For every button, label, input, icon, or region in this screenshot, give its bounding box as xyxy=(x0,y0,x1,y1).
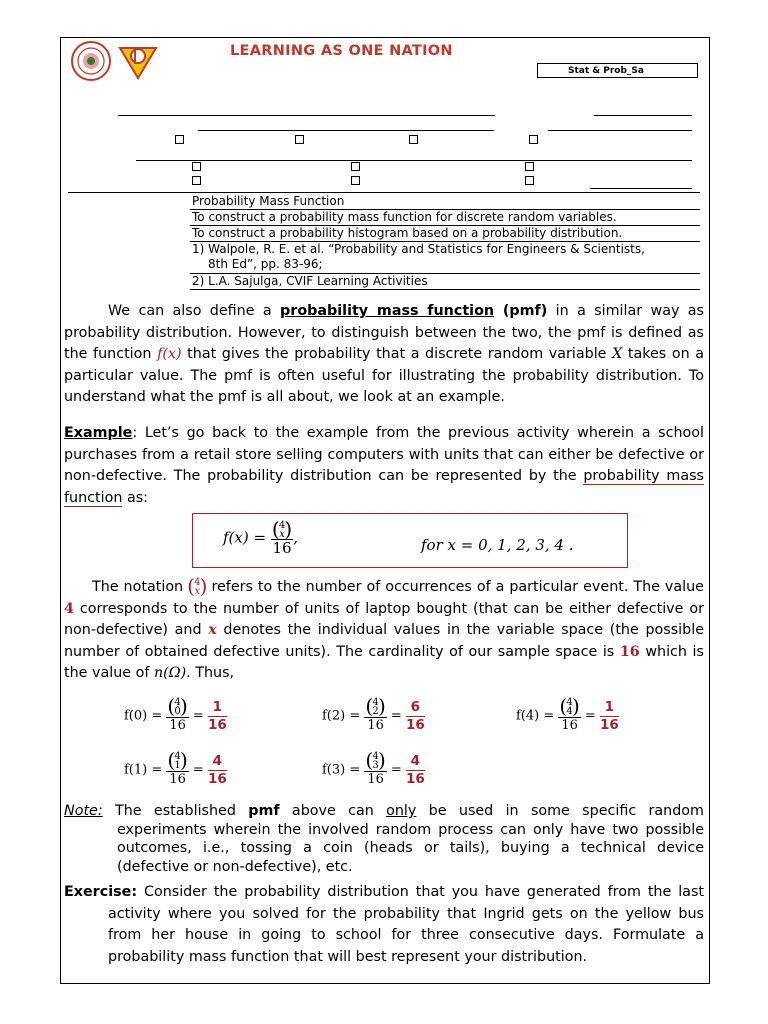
form-blank-line xyxy=(198,130,494,131)
evaluation-0: f(0) = ( 4 0 ) 16 = $\frac{1}{16}$ xyxy=(124,698,227,734)
reference-1: 1) Walpole, R. E. et al. “Probability and Statistics for Engineers & Scientists, xyxy=(192,242,645,256)
page-title: LEARNING AS ONE NATION xyxy=(230,43,453,59)
notation-paragraph: The notation ( 4 x ) refers to the number of occurrences of a particular event. The value 4 corresponds to the number of units of laptop bought (that can be either defective or non-defective) and x denotes the individual values in the variable space (the possible number of obtained defective units). The cardinality of our sample space is 16 which is the value of n(Ω). Thus, xyxy=(64,577,704,685)
checkbox[interactable] xyxy=(175,135,184,144)
example-label: Example xyxy=(64,425,133,441)
deped-logo xyxy=(120,48,156,78)
checkbox[interactable] xyxy=(529,135,538,144)
header-divider xyxy=(68,192,700,193)
pmf-formula: f(x) = ( 4 x ) 16 , xyxy=(223,521,298,556)
exercise-label: Exercise: xyxy=(64,884,138,900)
objective-1: To construct a probability mass function for discrete random variables. xyxy=(192,210,617,224)
evaluation-1: f(1) = ( 4 1 ) 16 = $\frac{4}{16}$ xyxy=(124,752,227,788)
checkbox[interactable] xyxy=(409,135,418,144)
info-row-divider xyxy=(190,289,700,290)
example-paragraph: Example: Let’s go back to the example from the previous activity wherein a school purchases from a retail store selling computers with units that can either be defective or non-defective. The probability distribution can be represented by the probability mass function as: xyxy=(64,425,704,506)
pmf-term: probability mass function xyxy=(280,303,495,319)
note-block: Note: The established pmf above can only be used in some specific random experiments wherein the involved random process can only have two possible outcomes, i.e., tossing a coin (heads or tails), buying a technical device (defective or non-defective), etc. xyxy=(64,803,704,875)
school-seal-logo xyxy=(72,42,110,80)
checkbox[interactable] xyxy=(525,176,534,185)
evaluation-2: f(2) = ( 4 2 ) 16 = $\frac{6}{16}$ xyxy=(322,698,425,734)
checkbox[interactable] xyxy=(525,162,534,171)
lesson-title: Probability Mass Function xyxy=(192,194,345,208)
reference-2: 2) L.A. Sajulga, CVIF Learning Activities xyxy=(192,274,428,288)
checkbox[interactable] xyxy=(192,176,201,185)
evaluation-4: f(4) = ( 4 4 ) 16 = $\frac{1}{16}$ xyxy=(516,698,619,734)
form-blank-line xyxy=(590,188,692,189)
form-blank-line xyxy=(118,115,495,116)
pmf-formula-box xyxy=(192,513,628,568)
evaluation-3: f(3) = ( 4 3 ) 16 = $\frac{4}{16}$ xyxy=(322,752,425,788)
checkbox[interactable] xyxy=(295,135,304,144)
form-blank-line xyxy=(136,160,692,161)
note-label: Note: xyxy=(64,803,103,819)
document-code-box: Stat & Prob_Sa xyxy=(537,63,698,78)
objective-2: To construct a probability histogram based on a probability distribution. xyxy=(192,226,623,240)
pmf-link-text: probability mass function xyxy=(64,468,704,506)
form-blank-line xyxy=(548,130,692,131)
fx-symbol: f(x) xyxy=(157,346,182,362)
checkbox[interactable] xyxy=(351,162,360,171)
reference-1-cont: 8th Ed”, pp. 83-96; xyxy=(208,257,323,271)
pmf-domain: for x = 0, 1, 2, 3, 4 . xyxy=(421,536,574,554)
checkbox[interactable] xyxy=(351,176,360,185)
exercise-block: Exercise: Consider the probability distribution that you have generated from the last activity where you solved for the probability that Ingrid gets on the yellow bus from her house in going to school for three consecutive days. Formulate a probability mass function that will best represent your distribution. xyxy=(64,884,704,965)
form-blank-line xyxy=(594,115,692,116)
school-logos xyxy=(70,40,160,82)
checkbox[interactable] xyxy=(192,162,201,171)
intro-paragraph: We can also define a probability mass function (pmf) in a similar way as probability distribution. However, to distinguish between the two, the pmf is defined as the function f(x) that gives the probability that a discrete random variable X takes on a particular value. The pmf is often useful for illustrating the probability distribution. To understand what the pmf is all about, we look at an example. xyxy=(64,303,704,405)
